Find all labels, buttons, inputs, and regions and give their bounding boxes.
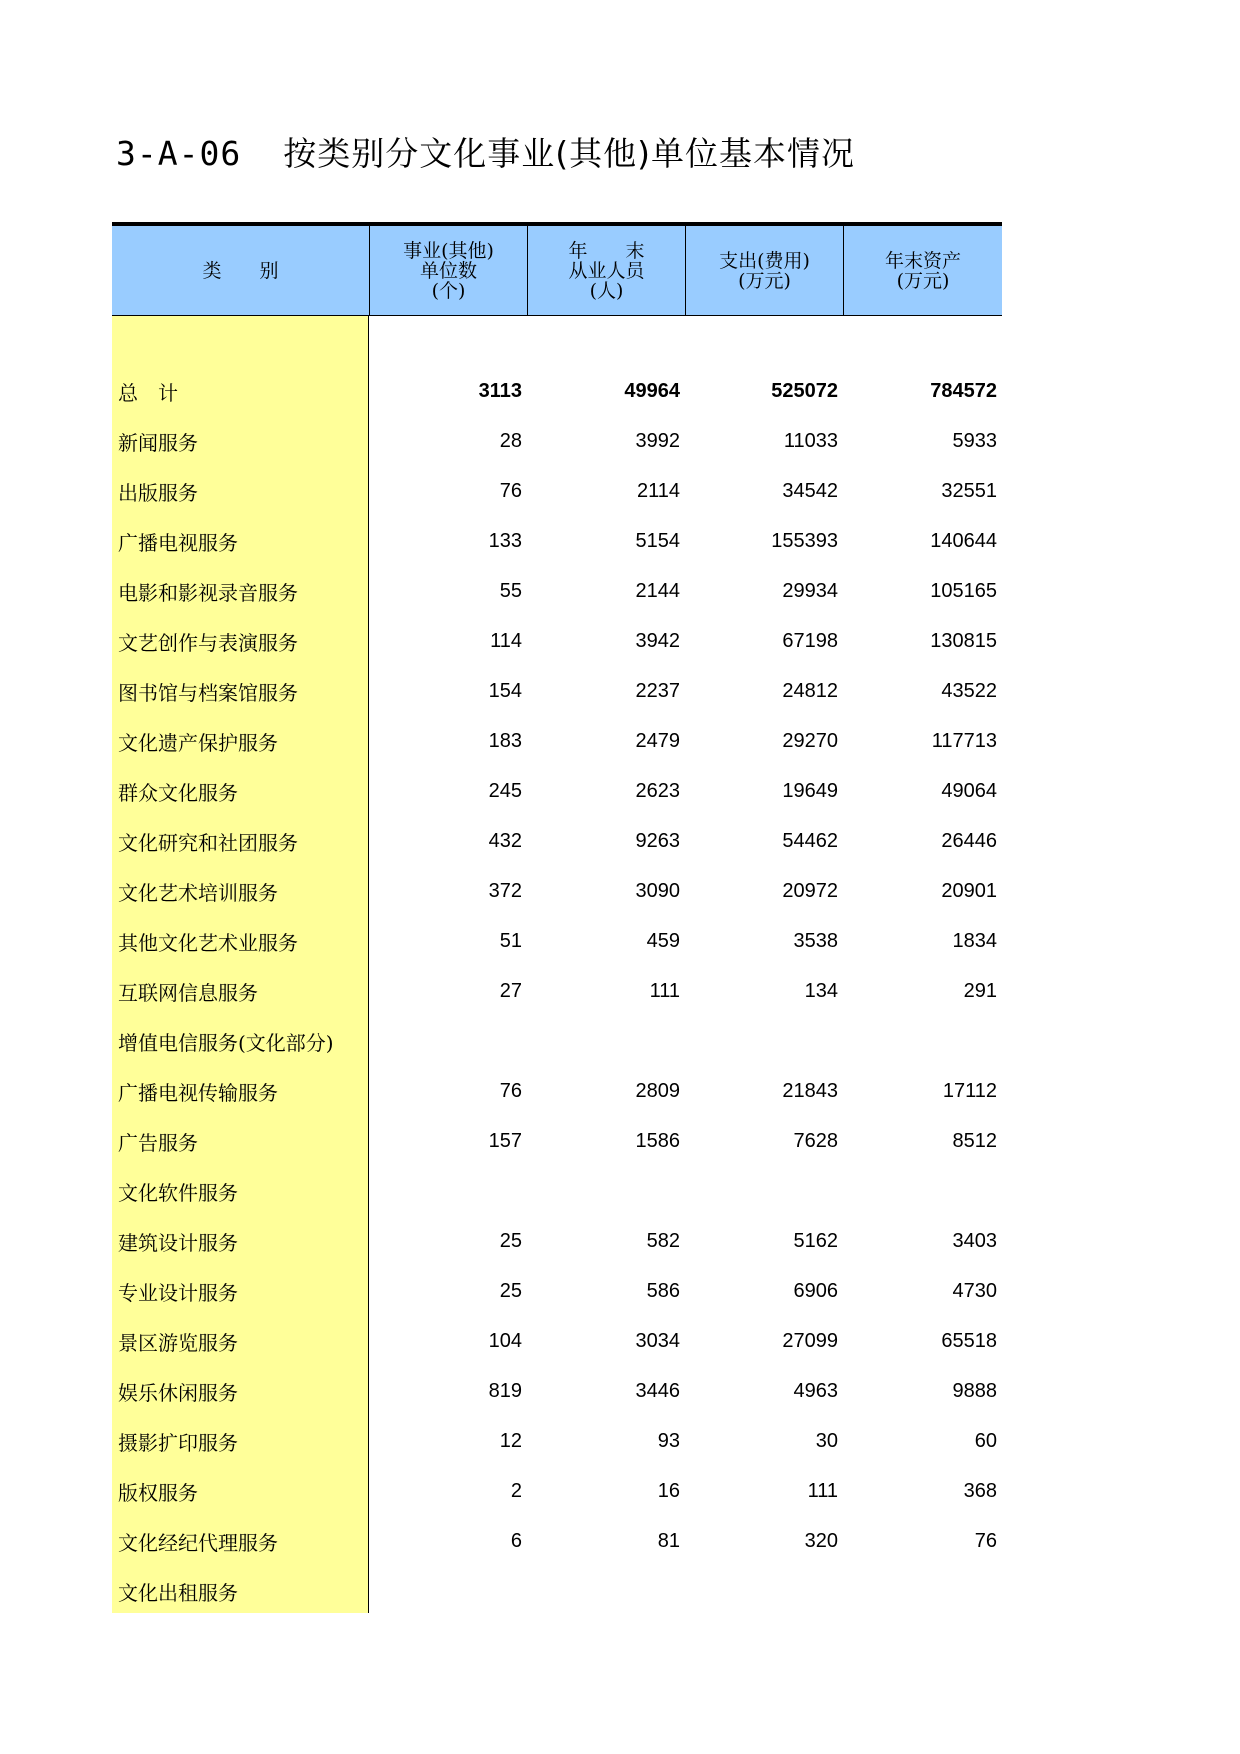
units-cell: 12 — [499, 1429, 522, 1452]
category-cell: 摄影扩印服务 — [118, 1430, 238, 1455]
table-row — [112, 1066, 1002, 1116]
table-body — [112, 316, 1002, 1616]
header-units — [369, 226, 527, 315]
table-row — [112, 466, 1002, 516]
header-assets-line: 年末资产 — [884, 249, 961, 272]
category-cell: 互联网信息服务 — [118, 980, 258, 1005]
expense-cell: 30 — [815, 1429, 838, 1452]
category-cell: 图书馆与档案馆服务 — [118, 680, 298, 705]
table-title-text: 按类别分文化事业(其他)单位基本情况 — [283, 134, 855, 173]
staff-cell: 2623 — [635, 779, 680, 802]
assets-cell: 65518 — [941, 1329, 997, 1352]
total-row — [112, 366, 1002, 416]
table-row — [112, 916, 1002, 966]
assets-cell: 140644 — [930, 529, 997, 552]
staff-cell: 49964 — [624, 379, 680, 402]
staff-cell: 459 — [646, 929, 680, 952]
units-cell: 27 — [499, 979, 522, 1002]
assets-cell: 117713 — [931, 729, 997, 752]
staff-cell: 2114 — [636, 479, 680, 502]
units-cell: 25 — [499, 1229, 522, 1252]
assets-cell: 5933 — [952, 429, 997, 452]
category-cell: 其他文化艺术业服务 — [118, 930, 298, 955]
category-cell: 总 计 — [118, 380, 178, 405]
category-cell: 广播电视传输服务 — [118, 1080, 278, 1105]
units-cell: 114 — [490, 629, 522, 652]
expense-cell: 24812 — [782, 679, 838, 702]
assets-cell: 3403 — [952, 1229, 997, 1252]
table-row — [112, 1516, 1002, 1566]
staff-cell: 3992 — [635, 429, 680, 452]
table-row — [112, 516, 1002, 566]
expense-cell: 155393 — [771, 529, 838, 552]
table-code: 3-A-06 — [116, 134, 242, 173]
units-cell: 55 — [499, 579, 522, 602]
table-rows — [112, 316, 1002, 1616]
assets-cell: 8512 — [952, 1129, 997, 1152]
header-staff — [527, 226, 685, 315]
expense-cell: 5162 — [793, 1229, 838, 1252]
staff-cell: 3034 — [635, 1329, 680, 1352]
category-cell: 专业设计服务 — [118, 1280, 238, 1305]
units-cell: 154 — [488, 679, 522, 702]
units-cell: 3113 — [478, 379, 522, 402]
expense-cell: 525072 — [771, 379, 838, 402]
staff-cell: 9263 — [635, 829, 680, 852]
expense-cell: 29934 — [782, 579, 838, 602]
table-row — [112, 1216, 1002, 1266]
header-staff-line: 年 末 — [568, 239, 645, 262]
data-table — [112, 222, 1002, 1616]
assets-cell: 368 — [963, 1479, 997, 1502]
units-cell: 183 — [488, 729, 522, 752]
expense-cell: 29270 — [782, 729, 838, 752]
header-expense-line: 支出(费用) — [719, 249, 810, 272]
staff-cell: 2237 — [635, 679, 680, 702]
category-cell: 广播电视服务 — [118, 530, 238, 555]
staff-cell: 582 — [646, 1229, 680, 1252]
category-cell: 出版服务 — [118, 480, 198, 505]
expense-cell: 11033 — [783, 429, 838, 452]
expense-cell: 7628 — [793, 1129, 838, 1152]
category-cell: 景区游览服务 — [118, 1330, 238, 1355]
table-header — [112, 222, 1002, 316]
staff-cell: 2144 — [635, 579, 680, 602]
header-staff-line: 从业人员 — [568, 259, 645, 282]
units-cell: 51 — [499, 929, 522, 952]
expense-cell: 67198 — [782, 629, 838, 652]
category-cell: 建筑设计服务 — [118, 1230, 238, 1255]
header-assets — [843, 226, 1002, 315]
expense-cell: 34542 — [782, 479, 838, 502]
staff-cell: 93 — [657, 1429, 680, 1452]
table-row — [112, 566, 1002, 616]
header-units-line: (个) — [431, 279, 466, 302]
header-category-label: 类 别 — [202, 259, 279, 282]
staff-cell: 2809 — [635, 1079, 680, 1102]
category-cell: 版权服务 — [118, 1480, 198, 1505]
assets-cell: 76 — [974, 1529, 997, 1552]
assets-cell: 9888 — [952, 1379, 997, 1402]
table-row — [112, 1566, 1002, 1616]
category-cell: 文化研究和社团服务 — [118, 830, 298, 855]
units-cell: 372 — [488, 879, 522, 902]
staff-cell: 586 — [646, 1279, 680, 1302]
header-assets-line: (万元) — [896, 269, 950, 292]
category-cell: 文化软件服务 — [118, 1180, 238, 1205]
category-cell: 娱乐休闲服务 — [118, 1380, 238, 1405]
assets-cell: 1834 — [952, 929, 997, 952]
header-units-line: 事业(其他) — [403, 239, 494, 262]
assets-cell: 26446 — [941, 829, 997, 852]
expense-cell: 21843 — [782, 1079, 838, 1102]
assets-cell: 32551 — [941, 479, 997, 502]
staff-cell: 1586 — [635, 1129, 680, 1152]
assets-cell: 130815 — [930, 629, 997, 652]
units-cell: 819 — [488, 1379, 522, 1402]
units-cell: 6 — [510, 1529, 522, 1552]
category-cell: 文化遗产保护服务 — [118, 730, 278, 755]
category-cell: 电影和影视录音服务 — [118, 580, 298, 605]
expense-cell: 320 — [804, 1529, 838, 1552]
category-cell: 文艺创作与表演服务 — [118, 630, 298, 655]
expense-cell: 54462 — [782, 829, 838, 852]
table-row — [112, 966, 1002, 1016]
category-cell: 增值电信服务(文化部分) — [118, 1030, 334, 1055]
table-row — [112, 1416, 1002, 1466]
table-row — [112, 666, 1002, 716]
units-cell: 28 — [499, 429, 522, 452]
units-cell: 432 — [488, 829, 522, 852]
staff-cell: 2479 — [635, 729, 680, 752]
units-cell: 245 — [488, 779, 522, 802]
table-row — [112, 1366, 1002, 1416]
table-row — [112, 1266, 1002, 1316]
table-row — [112, 1166, 1002, 1216]
assets-cell: 4730 — [952, 1279, 997, 1302]
expense-cell: 3538 — [793, 929, 838, 952]
expense-cell: 4963 — [793, 1379, 838, 1402]
table-row — [112, 1116, 1002, 1166]
category-cell: 文化经纪代理服务 — [118, 1530, 278, 1555]
assets-cell: 49064 — [941, 779, 997, 802]
header-expense — [685, 226, 843, 315]
category-cell: 新闻服务 — [118, 430, 198, 455]
expense-cell: 20972 — [782, 879, 838, 902]
header-staff-line: (人) — [589, 279, 624, 302]
units-cell: 133 — [488, 529, 522, 552]
assets-cell: 20901 — [941, 879, 997, 902]
units-cell: 2 — [510, 1479, 522, 1502]
assets-cell: 17112 — [942, 1079, 997, 1102]
staff-cell: 3942 — [635, 629, 680, 652]
staff-cell: 3446 — [635, 1379, 680, 1402]
table-row — [112, 866, 1002, 916]
table-row — [112, 1016, 1002, 1066]
table-row — [112, 816, 1002, 866]
table-row — [112, 766, 1002, 816]
staff-cell: 16 — [657, 1479, 680, 1502]
expense-cell: 27099 — [782, 1329, 838, 1352]
category-cell: 广告服务 — [118, 1130, 198, 1155]
category-cell: 群众文化服务 — [118, 780, 238, 805]
assets-cell: 60 — [974, 1429, 997, 1452]
category-cell: 文化出租服务 — [118, 1580, 238, 1605]
staff-cell: 5154 — [635, 529, 680, 552]
header-expense-line: (万元) — [738, 269, 791, 292]
table-row — [112, 1466, 1002, 1516]
assets-cell: 43522 — [941, 679, 997, 702]
assets-cell: 784572 — [930, 379, 997, 402]
page-title — [116, 128, 855, 175]
expense-cell: 6906 — [793, 1279, 838, 1302]
table-row — [112, 1316, 1002, 1366]
units-cell: 76 — [499, 479, 522, 502]
header-units-line: 单位数 — [419, 259, 477, 282]
table-row — [112, 716, 1002, 766]
expense-cell: 111 — [807, 1479, 838, 1502]
staff-cell: 81 — [657, 1529, 680, 1552]
table-row — [112, 616, 1002, 666]
staff-cell: 111 — [649, 979, 680, 1002]
staff-cell: 3090 — [635, 879, 680, 902]
units-cell: 157 — [488, 1129, 522, 1152]
category-cell: 文化艺术培训服务 — [118, 880, 278, 905]
expense-cell: 134 — [804, 979, 838, 1002]
header-category — [112, 226, 369, 315]
assets-cell: 291 — [963, 979, 997, 1002]
table-row — [112, 416, 1002, 466]
expense-cell: 19649 — [782, 779, 838, 802]
units-cell: 104 — [488, 1329, 522, 1352]
units-cell: 76 — [499, 1079, 522, 1102]
assets-cell: 105165 — [930, 579, 997, 602]
units-cell: 25 — [499, 1279, 522, 1302]
